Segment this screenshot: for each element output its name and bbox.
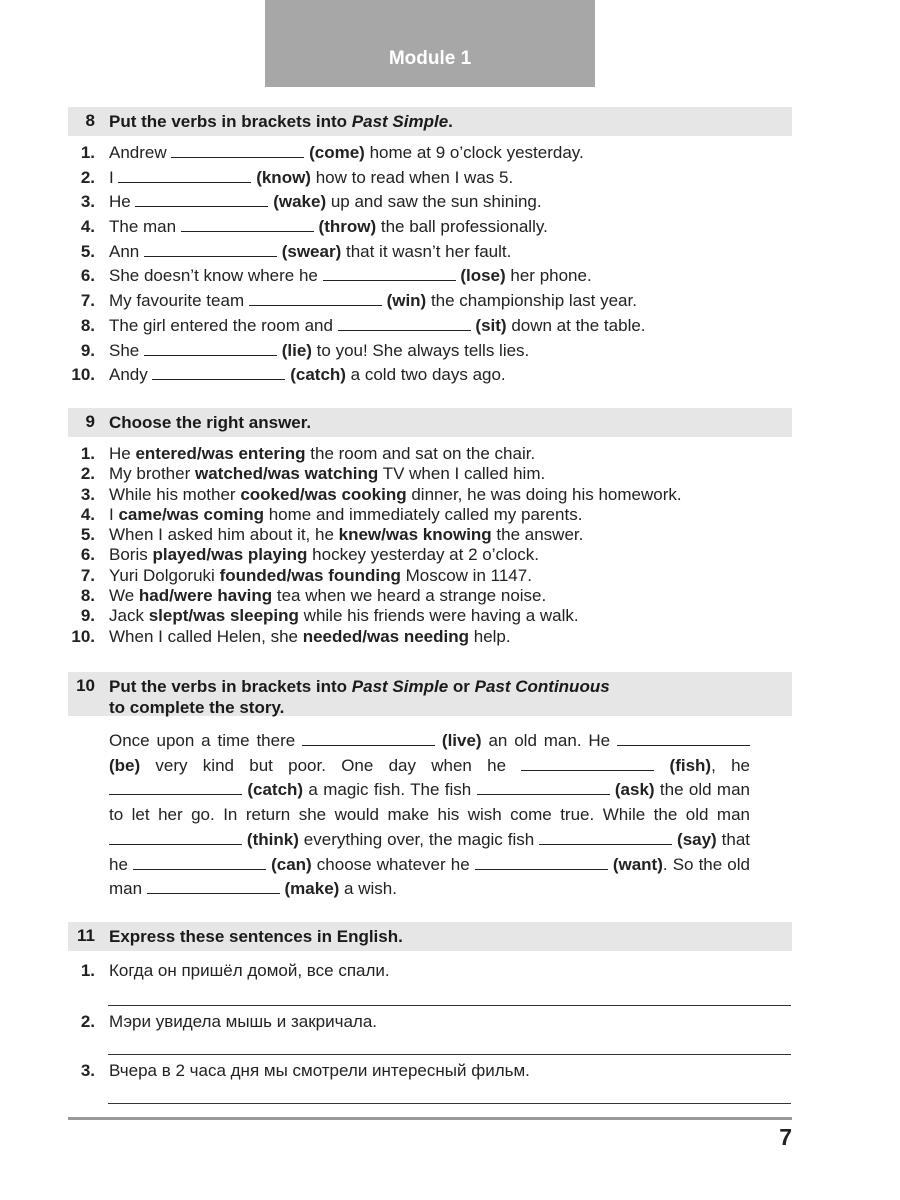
list-item: 7. Yuri Dolgoruki founded/was founding Moscow in 1147.: [68, 566, 792, 586]
item-number: 1.: [80, 143, 95, 162]
exercise-number: 8: [85, 111, 95, 130]
footer-divider: [68, 1117, 792, 1120]
option-b[interactable]: were having: [173, 586, 273, 606]
list-item: 9. Jack slept/was sleeping while his friends were having a walk.: [68, 606, 792, 626]
exercise-11-header: [68, 922, 792, 951]
list-item: 6. Boris played/was playing hockey yesterday at 2 o’clock.: [68, 545, 792, 565]
option-a[interactable]: watched: [194, 464, 264, 484]
blank-field[interactable]: [617, 730, 750, 746]
list-item: 6. She doesn’t know where he (lose) her phone.: [68, 264, 792, 289]
exercise-9-list: [68, 444, 792, 647]
option-b[interactable]: was founding: [291, 565, 401, 585]
list-item: 3. Вчера в 2 часа дня мы смотрели интересный фильм.: [80, 1061, 530, 1080]
verb-hint: (fish): [654, 755, 712, 775]
item-number: 4.: [80, 217, 95, 237]
option-b[interactable]: was coming: [166, 504, 264, 524]
verb-hint: (swear): [281, 241, 342, 261]
answer-line[interactable]: [108, 1103, 791, 1104]
list-item: 7. My favourite team (win) the championship last year.: [68, 289, 792, 314]
option-a[interactable]: needed: [302, 626, 363, 646]
list-item: 10. When I called Helen, she needed/was needing help.: [68, 627, 792, 647]
exercise-number: 10: [76, 676, 95, 695]
verb-hint: (live): [435, 731, 482, 750]
item-number: 3.: [80, 192, 95, 212]
item-number: 8.: [80, 586, 95, 606]
item-number: 5.: [80, 525, 95, 545]
option-a[interactable]: knew: [338, 525, 382, 545]
option-a[interactable]: came: [118, 504, 162, 524]
blank-field[interactable]: [181, 216, 314, 232]
option-a[interactable]: played: [152, 545, 207, 565]
blank-field[interactable]: [323, 265, 456, 281]
blank-field[interactable]: [338, 315, 471, 331]
verb-hint: (sit): [475, 315, 507, 335]
verb-hint: (ask): [609, 780, 655, 800]
verb-hint: (make): [279, 879, 340, 899]
verb-hint: (catch): [290, 365, 346, 385]
verb-hint: (can): [266, 854, 312, 874]
item-number: 9.: [80, 340, 95, 360]
verb-hint: (be): [109, 755, 141, 775]
list-item: 8. The girl entered the room and (sit) down at the table.: [68, 314, 792, 339]
item-number: 9.: [80, 606, 95, 626]
verb-hint: (say): [672, 829, 717, 849]
exercise-10-header: [68, 672, 792, 716]
list-item: 1. Andrew (come) home at 9 o’clock yesterday.: [68, 141, 792, 166]
list-item: 4. I came/was coming home and immediately called my parents.: [68, 505, 792, 525]
verb-hint: (think): [242, 829, 299, 849]
answer-line[interactable]: [108, 1054, 791, 1055]
blank-field[interactable]: [133, 854, 266, 870]
item-number: 3.: [80, 484, 95, 504]
verb-hint: (come): [309, 143, 365, 162]
verb-hint: (lie): [281, 340, 312, 360]
option-b[interactable]: was sleeping: [193, 606, 299, 626]
blank-field[interactable]: [477, 779, 610, 795]
list-item: 2. I (know) how to read when I was 5.: [68, 166, 792, 191]
option-a[interactable]: had: [138, 586, 170, 606]
verb-hint: (want): [607, 854, 663, 874]
page-number: 7: [779, 1124, 792, 1150]
exercise-8-header: [68, 107, 792, 136]
option-a[interactable]: slept: [148, 606, 189, 626]
list-item: 3. He (wake) up and saw the sun shining.: [68, 190, 792, 215]
answer-line[interactable]: [108, 1005, 791, 1006]
option-b[interactable]: was playing: [211, 545, 308, 565]
item-number: 7.: [80, 565, 95, 585]
blank-field[interactable]: [539, 829, 672, 845]
option-b[interactable]: was needing: [366, 626, 470, 646]
blank-field[interactable]: [147, 878, 280, 894]
option-b[interactable]: was entering: [201, 444, 306, 463]
verb-hint: (catch): [242, 780, 304, 800]
verb-hint: (know): [256, 167, 311, 187]
exercise-title: Express these sentences in English.: [109, 927, 403, 946]
verb-hint: (lose): [460, 266, 506, 286]
list-item: 10. Andy (catch) a cold two days ago.: [68, 363, 792, 388]
blank-field[interactable]: [144, 340, 277, 356]
list-item: 8. We had/were having tea when we heard a strange noise.: [68, 586, 792, 606]
blank-field[interactable]: [109, 779, 242, 795]
module-tab-label: Module 1: [388, 48, 472, 69]
exercise-title: Put the verbs in brackets into Past Simple.: [109, 112, 453, 131]
exercise-title: Choose the right answer.: [109, 413, 312, 432]
item-number: 6.: [80, 266, 95, 286]
list-item: 5. When I asked him about it, he knew/was knowing the answer.: [68, 525, 792, 545]
blank-field[interactable]: [171, 142, 304, 158]
item-number: 4.: [80, 504, 95, 524]
exercise-title: Put the verbs in brackets into Past Simple or Past Continuous to complete the story.: [109, 677, 610, 717]
blank-field[interactable]: [109, 829, 242, 845]
list-item: 1. He entered/was entering the room and sat on the chair.: [68, 444, 792, 464]
list-item: 4. The man (throw) the ball professionally.: [68, 215, 792, 240]
list-item: 5. Ann (swear) that it wasn’t her fault.: [68, 240, 792, 265]
item-number: 2.: [80, 464, 95, 484]
item-number: 2.: [80, 167, 95, 187]
blank-field[interactable]: [302, 730, 435, 746]
option-b[interactable]: was knowing: [385, 525, 492, 545]
item-number: 1.: [80, 444, 95, 463]
item-number: 5.: [80, 241, 95, 261]
exercise-8-list: [68, 141, 792, 388]
item-number: 7.: [80, 291, 95, 311]
blank-field[interactable]: [521, 755, 654, 771]
exercise-10-story: Once upon a time there (live) an old man. He (be) very kind but poor. One day when he (fish), he (catch) a magic fish. The fish (ask) the old man to let her go. In return she would make his wish come true. While the old man (think) everything over, the magic fish (say) that he (can) choose whatever he (want). So the old man (make) a wish.: [109, 731, 750, 899]
list-item: 2. My brother watched/was watching TV when I called him.: [68, 464, 792, 484]
option-a[interactable]: cooked: [240, 484, 300, 504]
option-a[interactable]: entered: [135, 444, 197, 463]
list-item: 1. Когда он пришёл домой, все спали.: [80, 961, 390, 980]
exercise-number: 11: [77, 926, 95, 945]
exercise-9-header: [68, 408, 792, 437]
blank-field[interactable]: [249, 290, 382, 306]
list-item: 9. She (lie) to you! She always tells lies.: [68, 339, 792, 364]
item-number: 10.: [71, 626, 95, 646]
option-b[interactable]: was watching: [267, 464, 379, 484]
list-item: 2. Мэри увидела мышь и закричала.: [80, 1012, 378, 1031]
blank-field[interactable]: [475, 854, 608, 870]
option-a[interactable]: founded: [219, 565, 287, 585]
blank-field[interactable]: [118, 167, 251, 183]
verb-hint: (wake): [273, 192, 327, 212]
blank-field[interactable]: [135, 191, 268, 207]
module-tab: [265, 0, 595, 87]
option-b[interactable]: was cooking: [304, 484, 407, 504]
blank-field[interactable]: [144, 241, 277, 257]
item-number: 8.: [80, 315, 95, 335]
item-number: 10.: [71, 365, 95, 385]
item-number: 6.: [80, 545, 95, 565]
exercise-number: 9: [85, 412, 95, 431]
verb-hint: (win): [386, 291, 427, 311]
list-item: 3. While his mother cooked/was cooking dinner, he was doing his homework.: [68, 485, 792, 505]
verb-hint: (throw): [318, 217, 377, 237]
blank-field[interactable]: [152, 364, 285, 380]
